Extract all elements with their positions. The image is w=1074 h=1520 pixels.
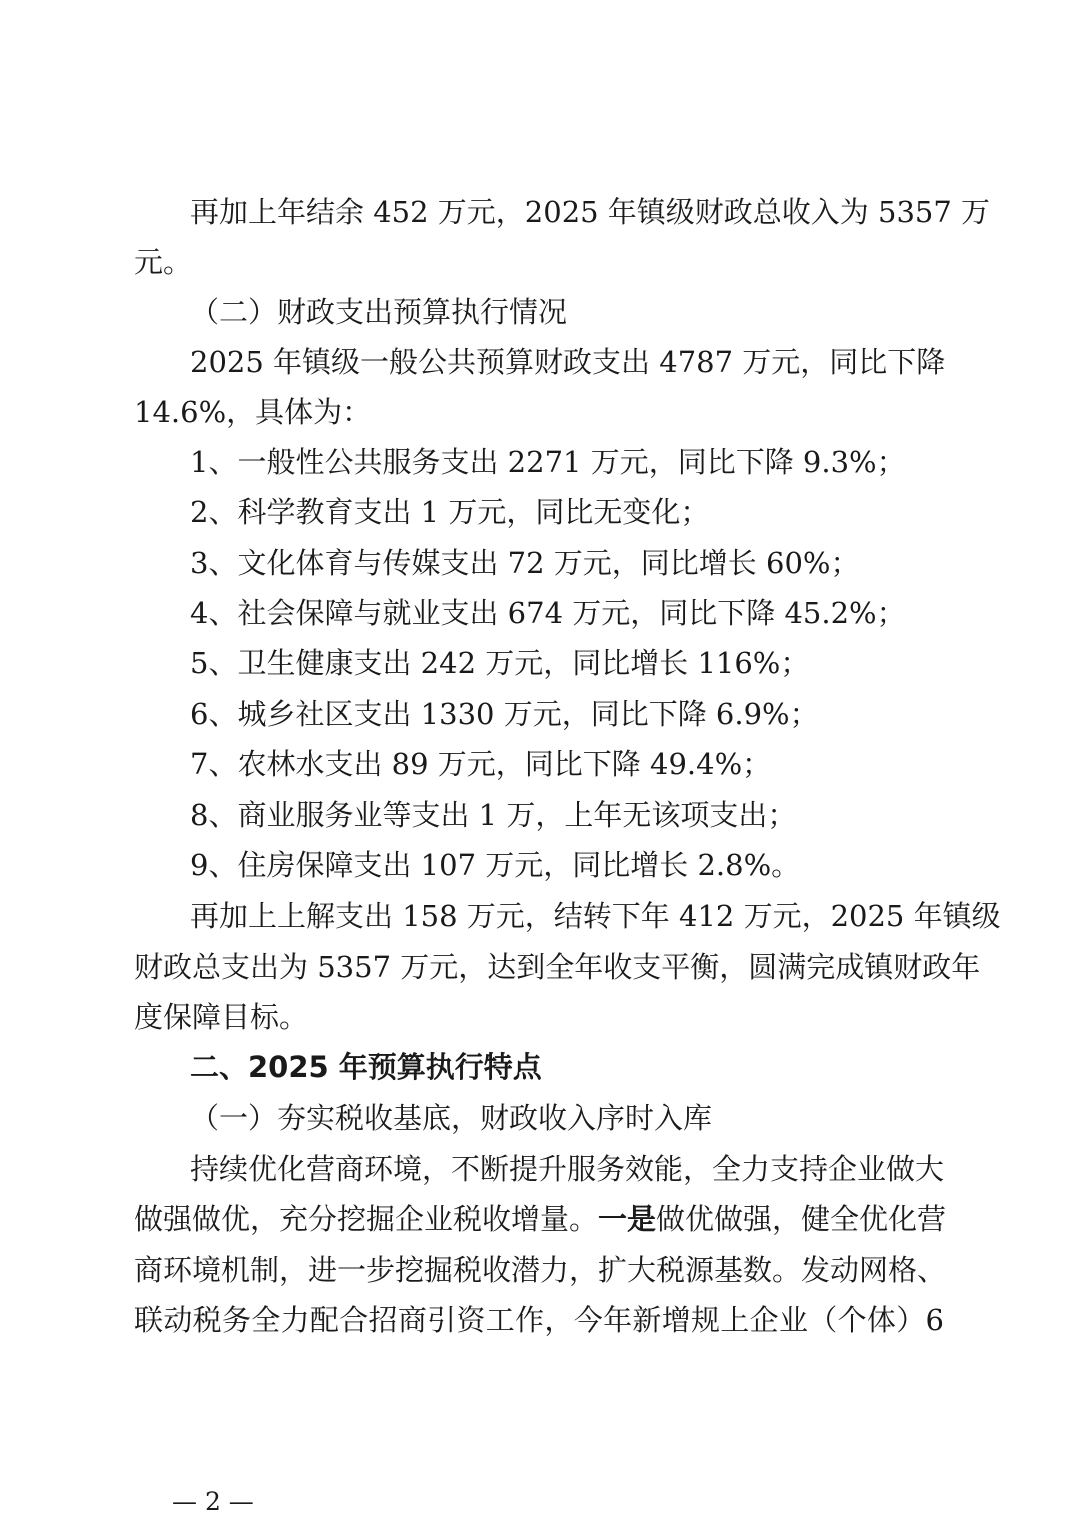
section-heading: （一）夯实税收基底，财政收入序时入库	[190, 1101, 713, 1135]
emphasis-text: 一是	[598, 1202, 657, 1236]
paragraph-line: 度保障目标。	[134, 1000, 309, 1034]
list-item: 9、住房保障支出 107 万元，同比增长 2.8%。	[190, 848, 801, 882]
page-number: — 2 —	[172, 1487, 254, 1516]
chapter-heading: 二、2025 年预算执行特点	[190, 1050, 542, 1084]
list-item: 7、农林水支出 89 万元，同比下降 49.4%；	[190, 747, 772, 781]
paragraph-line	[134, 1199, 947, 1239]
list-item: 3、文化体育与传媒支出 72 万元，同比增长 60%；	[190, 546, 860, 580]
paragraph-line: 14.6%，具体为：	[134, 395, 372, 429]
paragraph-text: 做优做强，健全优化营	[656, 1202, 947, 1236]
list-item: 4、社会保障与就业支出 674 万元，同比下降 45.2%；	[190, 596, 906, 630]
paragraph-line: 元。	[134, 245, 193, 279]
paragraph-line: 再加上年结余 452 万元，2025 年镇级财政总收入为 5357 万	[190, 195, 991, 229]
paragraph-line: 商环境机制，进一步挖掘税收潜力，扩大税源基数。发动网格、	[134, 1253, 947, 1287]
list-item: 8、商业服务业等支出 1 万，上年无该项支出；	[190, 798, 797, 832]
paragraph-line: 财政总支出为 5357 万元，达到全年收支平衡，圆满完成镇财政年	[134, 950, 981, 984]
list-item: 1、一般性公共服务支出 2271 万元，同比下降 9.3%；	[190, 445, 906, 479]
paragraph-line: 再加上上解支出 158 万元，结转下年 412 万元，2025 年镇级	[190, 899, 1001, 933]
list-item: 2、科学教育支出 1 万元，同比无变化；	[190, 495, 710, 529]
list-item: 6、城乡社区支出 1330 万元，同比下降 6.9%；	[190, 697, 819, 731]
paragraph-text: 做强做优，充分挖掘企业税收增量。	[134, 1202, 599, 1236]
section-heading: （二）财政支出预算执行情况	[190, 295, 568, 329]
list-item: 5、卫生健康支出 242 万元，同比增长 116%；	[190, 646, 810, 680]
paragraph-line: 2025 年镇级一般公共预算财政支出 4787 万元，同比下降	[190, 345, 946, 379]
paragraph-line: 联动税务全力配合招商引资工作，今年新增规上企业（个体）6	[134, 1303, 944, 1337]
paragraph-line: 持续优化营商环境，不断提升服务效能，全力支持企业做大	[190, 1152, 945, 1186]
